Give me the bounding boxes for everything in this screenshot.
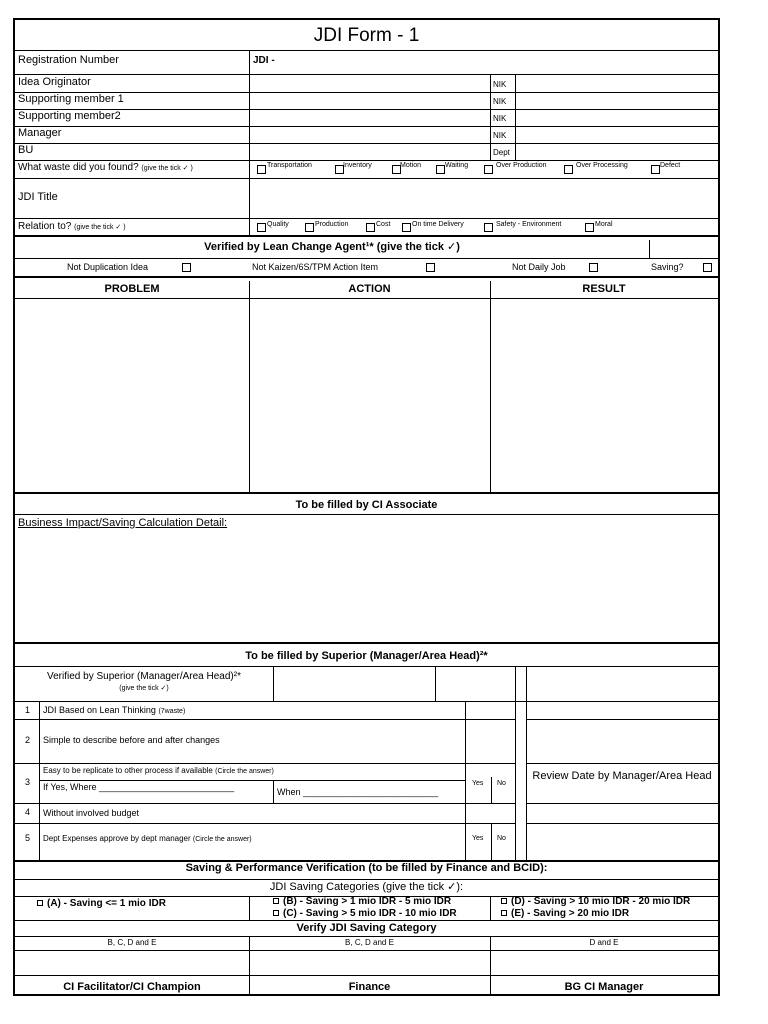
item-5-no-option[interactable]: No (497, 835, 506, 842)
scope-ci-facilitator: B, C, D and E (107, 938, 157, 947)
waste-transportation-checkbox[interactable] (257, 165, 266, 174)
item-2-no: 2 (25, 735, 31, 745)
not-daily-job-label: Not Daily Job (512, 262, 566, 272)
finance-signature[interactable] (250, 951, 490, 975)
item-4-text: Without involved budget (43, 808, 140, 818)
not-kaizen-checkbox[interactable] (426, 263, 435, 272)
item-3-text: Easy to be replicate to other process if available (Circle the answer) (43, 766, 274, 775)
finance-label: Finance (348, 981, 391, 993)
relation-quality-checkbox[interactable] (257, 223, 266, 232)
item-5-no: 5 (25, 833, 31, 843)
manager-label: Manager (18, 127, 62, 139)
lean-agent-header: Verified by Lean Change Agent¹* (give the tick ✓) (204, 241, 460, 253)
waste-waiting-checkbox[interactable] (436, 165, 445, 174)
waste-label: What waste did you found? (give the tick ✓ ) (18, 162, 193, 173)
waste-overproduction-label: Over Production (496, 162, 547, 169)
superior-verified-hint: (give the tick ✓) (119, 685, 169, 692)
waste-defect-label: Defect (660, 162, 681, 169)
item-5-yes[interactable]: Yes (472, 835, 484, 842)
support1-label: Supporting member 1 (18, 93, 124, 105)
saving-label: Saving? (651, 262, 684, 272)
business-impact-area[interactable] (15, 532, 718, 642)
relation-safety-checkbox[interactable] (484, 223, 493, 232)
cat-d-checkbox-icon[interactable] (501, 898, 507, 904)
item-3-where[interactable]: If Yes, Where ___________________________ (43, 782, 235, 792)
waste-overprocessing-checkbox[interactable] (564, 165, 573, 174)
originator-label: Idea Originator (18, 76, 91, 88)
relation-quality-label: Quality (267, 221, 289, 228)
item-4-no: 4 (25, 807, 31, 817)
scope-finance: B, C, D and E (345, 938, 394, 947)
relation-production-label: Production (315, 221, 349, 228)
item-5-text: Dept Expenses approve by dept manager (Circle the answer) (43, 834, 252, 843)
verify-category-label: Verify JDI Saving Category (296, 922, 437, 934)
superior-verified-label: Verified by Superior (Manager/Area Head)²* (47, 671, 241, 682)
jdi-form (13, 18, 720, 996)
item-3-no-option[interactable]: No (497, 780, 506, 787)
superior-header: To be filled by Superior (Manager/Area Head)²* (245, 650, 488, 662)
cat-d-option[interactable]: (D) - Saving > 10 mio IDR - 20 mio IDR (501, 897, 690, 907)
item-3-yes[interactable]: Yes (472, 780, 484, 787)
item-1-no: 1 (25, 705, 31, 715)
item-3-no: 3 (25, 777, 31, 787)
result-area[interactable] (491, 299, 718, 492)
waste-overprocessing-label: Over Processing (576, 162, 628, 169)
cat-e-option[interactable]: (E) - Saving > 20 mio IDR (501, 909, 629, 919)
problem-area[interactable] (15, 299, 249, 492)
relation-cost-checkbox[interactable] (366, 223, 375, 232)
bu-label: BU (18, 144, 34, 156)
business-impact-label: Business Impact/Saving Calculation Detail: (18, 517, 228, 529)
jdi-title-label: JDI Title (18, 191, 58, 203)
finance-header: Saving & Performance Verification (to be filled by Finance and BCID): (185, 862, 548, 874)
cat-c-option[interactable]: (C) - Saving > 5 mio IDR - 10 mio IDR (273, 909, 457, 919)
cat-a-option[interactable]: (A) - Saving <= 1 mio IDR (37, 899, 166, 909)
bg-ci-manager-label: BG CI Manager (564, 981, 644, 993)
not-daily-job-checkbox[interactable] (589, 263, 598, 272)
waste-transportation-label: Transportation (267, 162, 312, 169)
action-area[interactable] (250, 299, 490, 492)
item-1-text: JDI Based on Lean Thinking (7waste) (43, 705, 186, 715)
relation-safety-label: Safety - Environment (496, 221, 562, 228)
relation-cost-label: Cost (376, 221, 391, 228)
not-kaizen-label: Not Kaizen/6S/TPM Action Item (252, 262, 379, 272)
cat-b-checkbox-icon[interactable] (273, 898, 279, 904)
not-duplication-checkbox[interactable] (182, 263, 191, 272)
waste-motion-label: Motion (400, 162, 422, 169)
relation-ontime-checkbox[interactable] (402, 223, 411, 232)
result-header: RESULT (582, 283, 626, 295)
support1-nik-label: NIK (493, 97, 507, 106)
registration-label: Registration Number (18, 54, 119, 66)
ci-associate-header: To be filled by CI Associate (295, 499, 438, 511)
saving-categories-label: JDI Saving Categories (give the tick ✓): (269, 881, 464, 893)
scope-bg-ci-manager: D and E (589, 938, 619, 947)
action-header: ACTION (348, 283, 391, 295)
form-title: JDI Form - 1 (313, 25, 420, 46)
not-duplication-label: Not Duplication Idea (67, 262, 149, 272)
relation-moral-checkbox[interactable] (585, 223, 594, 232)
waste-waiting-label: Waiting (445, 162, 469, 169)
support2-label: Supporting member2 (18, 110, 121, 122)
relation-production-checkbox[interactable] (305, 223, 314, 232)
relation-ontime-label: On time Delivery (412, 221, 464, 228)
manager-nik-label: NIK (493, 131, 507, 140)
cat-b-option[interactable]: (B) - Saving > 1 mio IDR - 5 mio IDR (273, 897, 451, 907)
waste-defect-checkbox[interactable] (651, 165, 660, 174)
dept-label: Dept (493, 148, 510, 157)
cat-a-checkbox-icon[interactable] (37, 900, 43, 906)
waste-inventory-label: Inventory (343, 162, 372, 169)
originator-nik-label: NIK (493, 80, 507, 89)
review-date-label: Review Date by Manager/Area Head (532, 770, 712, 782)
relation-moral-label: Moral (595, 221, 613, 228)
waste-overproduction-checkbox[interactable] (484, 165, 493, 174)
item-2-text: Simple to describe before and after changes (43, 735, 220, 745)
registration-value[interactable]: JDI - (253, 55, 275, 66)
cat-c-checkbox-icon[interactable] (273, 910, 279, 916)
support2-nik-label: NIK (493, 114, 507, 123)
cat-e-checkbox-icon[interactable] (501, 910, 507, 916)
bg-ci-manager-signature[interactable] (491, 951, 718, 975)
item-3-when[interactable]: When ___________________________ (277, 787, 439, 797)
relation-label: Relation to? (give the tick ✓ ) (18, 221, 126, 232)
saving-checkbox[interactable] (703, 263, 712, 272)
ci-facilitator-signature[interactable] (15, 951, 249, 975)
problem-header: PROBLEM (104, 283, 160, 295)
ci-facilitator-label: CI Facilitator/CI Champion (63, 981, 201, 993)
